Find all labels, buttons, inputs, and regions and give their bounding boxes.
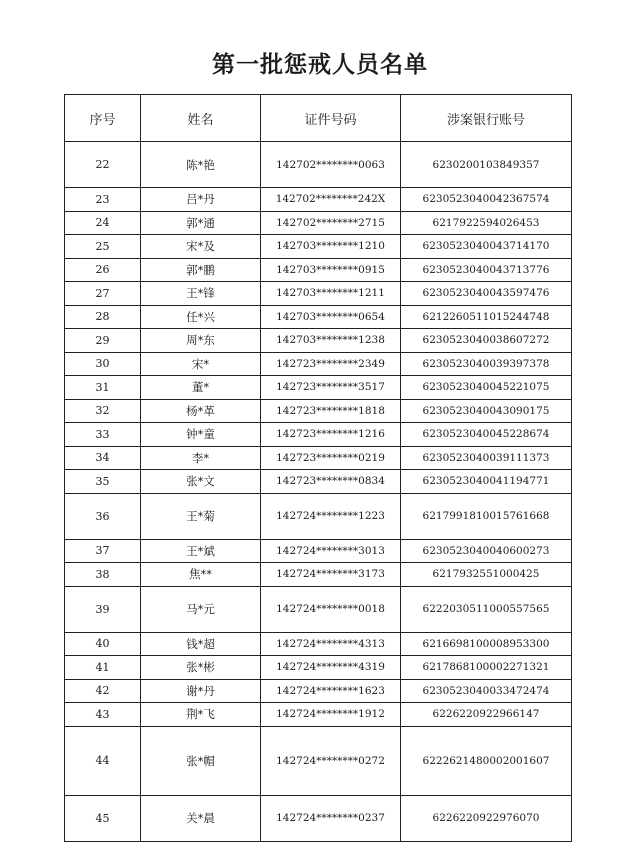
cell-id-number: 142724********0018 — [261, 586, 401, 632]
cell-id-number: 142724********0237 — [261, 795, 401, 841]
cell-id-number: 142724********4313 — [261, 632, 401, 656]
cell-name: 张*帽 — [141, 726, 261, 795]
cell-serial-number: 33 — [65, 423, 141, 447]
cell-serial-number: 41 — [65, 656, 141, 680]
cell-bank-account: 6226220922976070 — [401, 795, 572, 841]
cell-id-number: 142703********1238 — [261, 329, 401, 353]
cell-id-number: 142724********1623 — [261, 679, 401, 703]
cell-bank-account: 6230523040033472474 — [401, 679, 572, 703]
cell-name: 任*兴 — [141, 305, 261, 329]
cell-serial-number: 39 — [65, 586, 141, 632]
cell-bank-account: 6226220922966147 — [401, 703, 572, 727]
table-row — [65, 795, 572, 841]
cell-serial-number: 40 — [65, 632, 141, 656]
cell-bank-account: 6230523040045228674 — [401, 423, 572, 447]
table-row — [65, 423, 572, 447]
cell-bank-account: 6217932551000425 — [401, 563, 572, 587]
cell-bank-account: 6230523040043714170 — [401, 235, 572, 259]
table-row — [65, 726, 572, 795]
cell-name: 张*文 — [141, 470, 261, 494]
cell-bank-account: 6230523040039397378 — [401, 352, 572, 376]
cell-id-number: 142724********3013 — [261, 539, 401, 563]
cell-bank-account: 6230200103849357 — [401, 142, 572, 188]
header-name: 姓名 — [141, 95, 261, 142]
cell-id-number: 142703********0915 — [261, 258, 401, 282]
cell-name: 周*东 — [141, 329, 261, 353]
cell-serial-number: 42 — [65, 679, 141, 703]
cell-serial-number: 32 — [65, 399, 141, 423]
cell-bank-account: 6230523040039111373 — [401, 446, 572, 470]
cell-serial-number: 37 — [65, 539, 141, 563]
cell-serial-number: 30 — [65, 352, 141, 376]
cell-bank-account: 6230523040043597476 — [401, 282, 572, 306]
cell-serial-number: 26 — [65, 258, 141, 282]
cell-name: 董* — [141, 376, 261, 400]
cell-serial-number: 31 — [65, 376, 141, 400]
cell-name: 张*彬 — [141, 656, 261, 680]
table-row — [65, 563, 572, 587]
header-id-number: 证件号码 — [261, 95, 401, 142]
cell-id-number: 142723********1216 — [261, 423, 401, 447]
table-row — [65, 470, 572, 494]
cell-id-number: 142723********2349 — [261, 352, 401, 376]
cell-bank-account: 6230523040043713776 — [401, 258, 572, 282]
cell-bank-account: 6216698100008953300 — [401, 632, 572, 656]
table-row — [65, 679, 572, 703]
table-row — [65, 539, 572, 563]
cell-name: 郭*通 — [141, 211, 261, 235]
cell-serial-number: 29 — [65, 329, 141, 353]
cell-bank-account: 6230523040045221075 — [401, 376, 572, 400]
table-row — [65, 142, 572, 188]
table-header-row — [65, 95, 572, 142]
cell-serial-number: 23 — [65, 188, 141, 212]
cell-serial-number: 28 — [65, 305, 141, 329]
header-serial-number: 序号 — [65, 95, 141, 142]
cell-id-number: 142723********0219 — [261, 446, 401, 470]
cell-id-number: 142724********1223 — [261, 493, 401, 539]
table-row — [65, 446, 572, 470]
table-row — [65, 586, 572, 632]
cell-serial-number: 36 — [65, 493, 141, 539]
table-row — [65, 376, 572, 400]
cell-name: 王*斌 — [141, 539, 261, 563]
cell-name: 荆*飞 — [141, 703, 261, 727]
table-row — [65, 235, 572, 259]
cell-name: 杨*革 — [141, 399, 261, 423]
cell-bank-account: 6230523040038607272 — [401, 329, 572, 353]
cell-name: 钟*童 — [141, 423, 261, 447]
cell-serial-number: 38 — [65, 563, 141, 587]
cell-name: 马*元 — [141, 586, 261, 632]
cell-bank-account: 6222621480002001607 — [401, 726, 572, 795]
table-row — [65, 305, 572, 329]
cell-id-number: 142724********0272 — [261, 726, 401, 795]
cell-id-number: 142723********3517 — [261, 376, 401, 400]
table-row — [65, 258, 572, 282]
cell-serial-number: 35 — [65, 470, 141, 494]
table-row — [65, 188, 572, 212]
cell-name: 王*菊 — [141, 493, 261, 539]
cell-id-number: 142723********1818 — [261, 399, 401, 423]
header-bank-account: 涉案银行账号 — [401, 95, 572, 142]
cell-serial-number: 44 — [65, 726, 141, 795]
cell-name: 郭*鹏 — [141, 258, 261, 282]
table-row — [65, 399, 572, 423]
punishment-list-table — [64, 94, 572, 842]
cell-bank-account: 6230523040042367574 — [401, 188, 572, 212]
cell-id-number: 142702********0063 — [261, 142, 401, 188]
cell-serial-number: 34 — [65, 446, 141, 470]
cell-id-number: 142702********242X — [261, 188, 401, 212]
table-row — [65, 703, 572, 727]
cell-id-number: 142724********4319 — [261, 656, 401, 680]
table-row — [65, 282, 572, 306]
cell-serial-number: 25 — [65, 235, 141, 259]
cell-bank-account: 6230523040040600273 — [401, 539, 572, 563]
table-row — [65, 211, 572, 235]
cell-id-number: 142702********2715 — [261, 211, 401, 235]
cell-name: 关*晨 — [141, 795, 261, 841]
cell-serial-number: 27 — [65, 282, 141, 306]
cell-serial-number: 45 — [65, 795, 141, 841]
cell-id-number: 142723********0834 — [261, 470, 401, 494]
table-row — [65, 632, 572, 656]
cell-id-number: 142703********1211 — [261, 282, 401, 306]
cell-bank-account: 6222030511000557565 — [401, 586, 572, 632]
cell-bank-account: 6230523040041194771 — [401, 470, 572, 494]
cell-bank-account: 6217991810015761668 — [401, 493, 572, 539]
cell-name: 宋* — [141, 352, 261, 376]
cell-name: 陈*艳 — [141, 142, 261, 188]
cell-serial-number: 43 — [65, 703, 141, 727]
table-row — [65, 493, 572, 539]
cell-name: 王*锋 — [141, 282, 261, 306]
cell-bank-account: 6217922594026453 — [401, 211, 572, 235]
cell-id-number: 142724********1912 — [261, 703, 401, 727]
cell-name: 李* — [141, 446, 261, 470]
page-title: 第一批惩戒人员名单 — [212, 52, 428, 78]
cell-id-number: 142724********3173 — [261, 563, 401, 587]
cell-serial-number: 24 — [65, 211, 141, 235]
cell-name: 焦** — [141, 563, 261, 587]
cell-bank-account: 6230523040043090175 — [401, 399, 572, 423]
table-body — [65, 142, 572, 842]
table-row — [65, 656, 572, 680]
cell-serial-number: 22 — [65, 142, 141, 188]
cell-name: 谢*丹 — [141, 679, 261, 703]
cell-name: 钱*超 — [141, 632, 261, 656]
table-row — [65, 352, 572, 376]
table-row — [65, 329, 572, 353]
cell-id-number: 142703********0654 — [261, 305, 401, 329]
cell-name: 吕*丹 — [141, 188, 261, 212]
cell-bank-account: 6212260511015244748 — [401, 305, 572, 329]
cell-name: 宋*及 — [141, 235, 261, 259]
cell-id-number: 142703********1210 — [261, 235, 401, 259]
cell-bank-account: 6217868100002271321 — [401, 656, 572, 680]
